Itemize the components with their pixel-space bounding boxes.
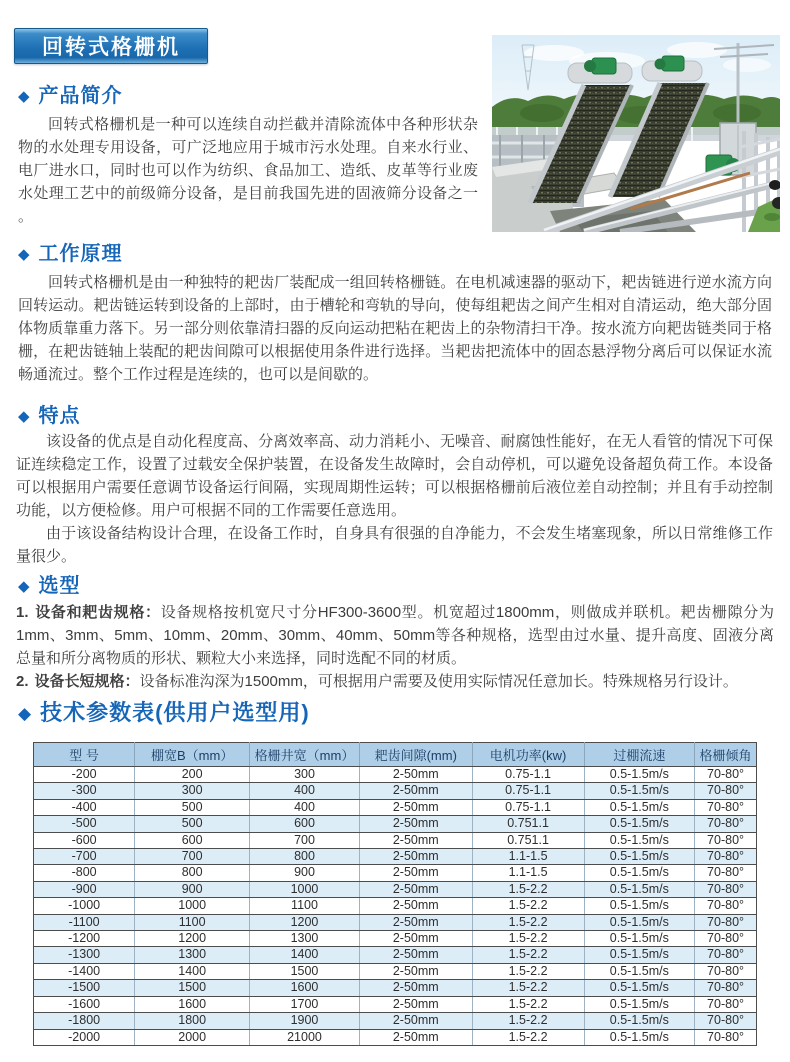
selection-item-2-label: 设备长短规格： (34, 673, 140, 690)
spec-cell: -1800 (34, 1013, 135, 1029)
spec-table-row (34, 996, 757, 1012)
spec-cell: 0.5-1.5m/s (584, 832, 695, 848)
spec-cell: -500 (34, 816, 135, 832)
spec-cell: 0.5-1.5m/s (584, 996, 695, 1012)
spec-cell: 1.5-2.2 (472, 980, 584, 996)
section-heading-spec-table (18, 700, 310, 726)
spec-table-row (34, 881, 757, 897)
selection-item-2 (16, 670, 774, 693)
spec-table-row (34, 947, 757, 963)
spec-cell: 0.75-1.1 (472, 783, 584, 799)
spec-cell: 2-50mm (359, 881, 472, 897)
spec-cell: 1.5-2.2 (472, 1029, 584, 1045)
spec-cell: 1200 (135, 931, 250, 947)
spec-cell: 800 (135, 865, 250, 881)
spec-cell: 70-80° (695, 898, 757, 914)
spec-cell: -1200 (34, 931, 135, 947)
spec-cell: 2-50mm (359, 865, 472, 881)
spec-cell: 0.5-1.5m/s (584, 1029, 695, 1045)
spec-cell: -600 (34, 832, 135, 848)
spec-table-row (34, 849, 757, 865)
selection-item-1-text: 设备规格按机宽尺寸分HF300-3600型。机宽超过1800mm，则做成并联机。耙齿栅隙分为1mm、3mm、5mm、10mm、20mm、30mm、40mm、50mm等各种规格，选型由过水量、提升高度、固液分离总量和所分离物质的形状、颗粒大小来选择，同时选配不同的材质。 (16, 604, 774, 667)
spec-cell: 1900 (250, 1013, 360, 1029)
spec-table-row (34, 980, 757, 996)
spec-cell: 1700 (250, 996, 360, 1012)
spec-cell: 1.5-2.2 (472, 914, 584, 930)
spec-cell: 2-50mm (359, 914, 472, 930)
spec-cell: 0.751.1 (472, 832, 584, 848)
spec-cell: 0.75-1.1 (472, 767, 584, 783)
spec-cell: 2-50mm (359, 931, 472, 947)
diamond-icon: ◆ (18, 245, 30, 263)
spec-col-header: 型 号 (34, 743, 135, 767)
spec-cell: 800 (250, 849, 360, 865)
spec-cell: 70-80° (695, 914, 757, 930)
spec-table-row (34, 816, 757, 832)
selection-heading: 选型 (38, 575, 81, 597)
spec-cell: 0.5-1.5m/s (584, 881, 695, 897)
diamond-icon: ◆ (18, 87, 30, 105)
spec-cell: 0.5-1.5m/s (584, 799, 695, 815)
spec-cell: 500 (135, 799, 250, 815)
spec-cell: 70-80° (695, 980, 757, 996)
section-heading-intro (18, 84, 123, 108)
spec-cell: 1.5-2.2 (472, 996, 584, 1012)
spec-cell: 0.5-1.5m/s (584, 783, 695, 799)
spec-cell: 1.5-2.2 (472, 898, 584, 914)
spec-cell: 1.5-2.2 (472, 931, 584, 947)
spec-table-row (34, 767, 757, 783)
spec-cell: 1000 (135, 898, 250, 914)
selection-item-1-number: 1. (16, 604, 29, 621)
spec-cell: 70-80° (695, 1029, 757, 1045)
spec-cell: 0.5-1.5m/s (584, 914, 695, 930)
features-paragraph-1: 该设备的优点是自动化程度高、分离效率高、动力消耗小、无噪音、耐腐蚀性能好，在无人看管的情况下可保证连续稳定工作，设置了过载安全保护装置，在设备发生故障时，会自动停机，可以避免设备超负荷工作。本设备可以根据用户需要任意调节设备运行间隔，实现周期性运转；可以根据格栅前后液位差自动控制；并且有手动控制功能，以方便检修。用户可根据不同的工作需要任意选用。 (16, 433, 773, 519)
spec-table-row (34, 898, 757, 914)
spec-cell: 70-80° (695, 963, 757, 979)
spec-cell: 0.5-1.5m/s (584, 849, 695, 865)
spec-cell: 0.5-1.5m/s (584, 865, 695, 881)
spec-cell: 2-50mm (359, 947, 472, 963)
spec-cell: 70-80° (695, 767, 757, 783)
spec-cell: -2000 (34, 1029, 135, 1045)
spec-col-header: 棚宽B（mm） (135, 743, 250, 767)
spec-cell: 21000 (250, 1029, 360, 1045)
spec-table-body (34, 767, 757, 1046)
section-heading-selection (18, 574, 81, 598)
spec-col-header: 格栅倾角 (695, 743, 757, 767)
spec-cell: 2-50mm (359, 849, 472, 865)
spec-cell: 70-80° (695, 931, 757, 947)
spec-cell: 900 (250, 865, 360, 881)
spec-cell: 0.5-1.5m/s (584, 767, 695, 783)
spec-table-row (34, 832, 757, 848)
spec-cell: 70-80° (695, 849, 757, 865)
spec-cell: 2-50mm (359, 799, 472, 815)
selection-item-2-number: 2. (16, 673, 29, 690)
spec-table-heading: 技术参数表(供用户选型用) (40, 700, 310, 725)
spec-cell: 1.5-2.2 (472, 1013, 584, 1029)
intro-heading: 产品简介 (38, 85, 123, 107)
spec-table-row (34, 1013, 757, 1029)
spec-cell: 2-50mm (359, 963, 472, 979)
spec-table-row (34, 914, 757, 930)
spec-cell: -1600 (34, 996, 135, 1012)
spec-cell: 700 (135, 849, 250, 865)
spec-table (33, 742, 757, 1046)
spec-table-row (34, 865, 757, 881)
spec-cell: 2-50mm (359, 980, 472, 996)
equipment-photo (492, 35, 780, 232)
spec-cell: 0.5-1.5m/s (584, 1013, 695, 1029)
diamond-icon: ◆ (18, 577, 30, 595)
spec-cell: 70-80° (695, 947, 757, 963)
spec-cell: 0.5-1.5m/s (584, 947, 695, 963)
spec-table-row (34, 799, 757, 815)
spec-cell: 2-50mm (359, 832, 472, 848)
spec-cell: 1600 (250, 980, 360, 996)
spec-cell: 1.1-1.5 (472, 865, 584, 881)
spec-cell: -400 (34, 799, 135, 815)
spec-cell: 400 (250, 783, 360, 799)
section-heading-features (18, 404, 81, 428)
spec-cell: 1300 (250, 931, 360, 947)
features-paragraph-2: 由于该设备结构设计合理，在设备工作时，自身具有很强的自净能力，不会发生堵塞现象，所以日常维修工作量很少。 (16, 525, 773, 565)
spec-cell: 300 (135, 783, 250, 799)
spec-cell: 1500 (250, 963, 360, 979)
spec-cell: -900 (34, 881, 135, 897)
spec-cell: -300 (34, 783, 135, 799)
spec-cell: 0.5-1.5m/s (584, 816, 695, 832)
spec-cell: 200 (135, 767, 250, 783)
spec-table-header-row (34, 743, 757, 767)
spec-cell: 70-80° (695, 816, 757, 832)
spec-cell: -1500 (34, 980, 135, 996)
spec-cell: 1400 (135, 963, 250, 979)
spec-cell: -200 (34, 767, 135, 783)
spec-cell: 0.5-1.5m/s (584, 963, 695, 979)
spec-cell: 1500 (135, 980, 250, 996)
spec-table-row (34, 963, 757, 979)
spec-cell: -800 (34, 865, 135, 881)
intro-paragraph: 回转式格栅机是一种可以连续自动拦截并清除流体中各种形状杂物的水处理专用设备，可广泛地应用于城市污水处理。自来水行业、电厂进水口，同时也可以作为纺织、食品加工、造纸、皮革等行业废水处理工艺中的前级筛分设备，是目前我国先进的固液筛分设备之一 。 (18, 116, 478, 225)
spec-cell: 0.5-1.5m/s (584, 980, 695, 996)
spec-cell: 2-50mm (359, 996, 472, 1012)
spec-cell: 1000 (250, 881, 360, 897)
spec-cell: 2000 (135, 1029, 250, 1045)
spec-table-row (34, 783, 757, 799)
selection-item-1 (16, 601, 774, 670)
principle-heading: 工作原理 (38, 243, 123, 265)
principle-paragraph: 回转式格栅机是由一种独特的耙齿厂装配成一组回转格栅链。在电机减速器的驱动下，耙齿链进行逆水流方向回转运动。耙齿链运转到设备的上部时，由于槽轮和弯轨的导向，使每组耙齿之间产生相对自清运动，绝大部分固体物质靠重力落下。另一部分则依靠清扫器的反向运动把粘在耙齿上的杂物清扫干净。按水流方向耙齿链类同于格栅，在耙齿链轴上装配的耙齿间隙可以根据使用条件进行选择。当耙齿把流体中的固态悬浮物分离后可以保证水流畅通流过。整个工作过程是连续的，也可以是间歇的。 (18, 274, 772, 383)
selection-item-1-label: 设备和耙齿规格： (34, 604, 161, 621)
spec-table-row (34, 1029, 757, 1045)
spec-cell: 500 (135, 816, 250, 832)
spec-cell: 400 (250, 799, 360, 815)
spec-cell: 0.5-1.5m/s (584, 931, 695, 947)
spec-cell: 70-80° (695, 832, 757, 848)
spec-cell: -1100 (34, 914, 135, 930)
spec-cell: 1400 (250, 947, 360, 963)
diamond-icon: ◆ (18, 703, 32, 723)
spec-cell: 1.1-1.5 (472, 849, 584, 865)
spec-table-row (34, 931, 757, 947)
spec-cell: 0.5-1.5m/s (584, 898, 695, 914)
features-heading: 特点 (38, 405, 81, 427)
section-heading-principle (18, 242, 123, 266)
spec-cell: 70-80° (695, 996, 757, 1012)
spec-cell: 2-50mm (359, 1029, 472, 1045)
selection-item-2-text: 设备标准沟深为1500mm，可根据用户需要及使用实际情况任意加长。特殊规格另行设计。 (139, 673, 738, 690)
spec-cell: 900 (135, 881, 250, 897)
spec-cell: 70-80° (695, 783, 757, 799)
spec-cell: 2-50mm (359, 1013, 472, 1029)
spec-col-header: 过棚流速 (584, 743, 695, 767)
spec-cell: 1.5-2.2 (472, 881, 584, 897)
spec-col-header: 格栅井宽（mm） (250, 743, 360, 767)
spec-cell: 1600 (135, 996, 250, 1012)
spec-cell: 2-50mm (359, 783, 472, 799)
spec-cell: -1300 (34, 947, 135, 963)
spec-cell: 300 (250, 767, 360, 783)
spec-cell: 2-50mm (359, 767, 472, 783)
spec-cell: 1200 (250, 914, 360, 930)
spec-cell: -700 (34, 849, 135, 865)
spec-cell: 600 (135, 832, 250, 848)
spec-cell: 2-50mm (359, 816, 472, 832)
product-title-banner (14, 28, 208, 64)
diamond-icon: ◆ (18, 407, 30, 425)
spec-cell: 0.751.1 (472, 816, 584, 832)
spec-cell: 1300 (135, 947, 250, 963)
spec-cell: 0.75-1.1 (472, 799, 584, 815)
spec-cell: 600 (250, 816, 360, 832)
spec-cell: -1000 (34, 898, 135, 914)
spec-cell: 1100 (135, 914, 250, 930)
spec-cell: 70-80° (695, 881, 757, 897)
spec-cell: 70-80° (695, 1013, 757, 1029)
spec-cell: -1400 (34, 963, 135, 979)
spec-cell: 70-80° (695, 865, 757, 881)
spec-col-header: 电机功率(kw) (472, 743, 584, 767)
spec-cell: 1.5-2.2 (472, 947, 584, 963)
spec-cell: 1100 (250, 898, 360, 914)
spec-cell: 700 (250, 832, 360, 848)
spec-cell: 2-50mm (359, 898, 472, 914)
spec-cell: 1800 (135, 1013, 250, 1029)
spec-col-header: 耙齿间隙(mm) (359, 743, 472, 767)
spec-cell: 1.5-2.2 (472, 963, 584, 979)
product-title: 回转式格栅机 (42, 36, 180, 59)
spec-cell: 70-80° (695, 799, 757, 815)
